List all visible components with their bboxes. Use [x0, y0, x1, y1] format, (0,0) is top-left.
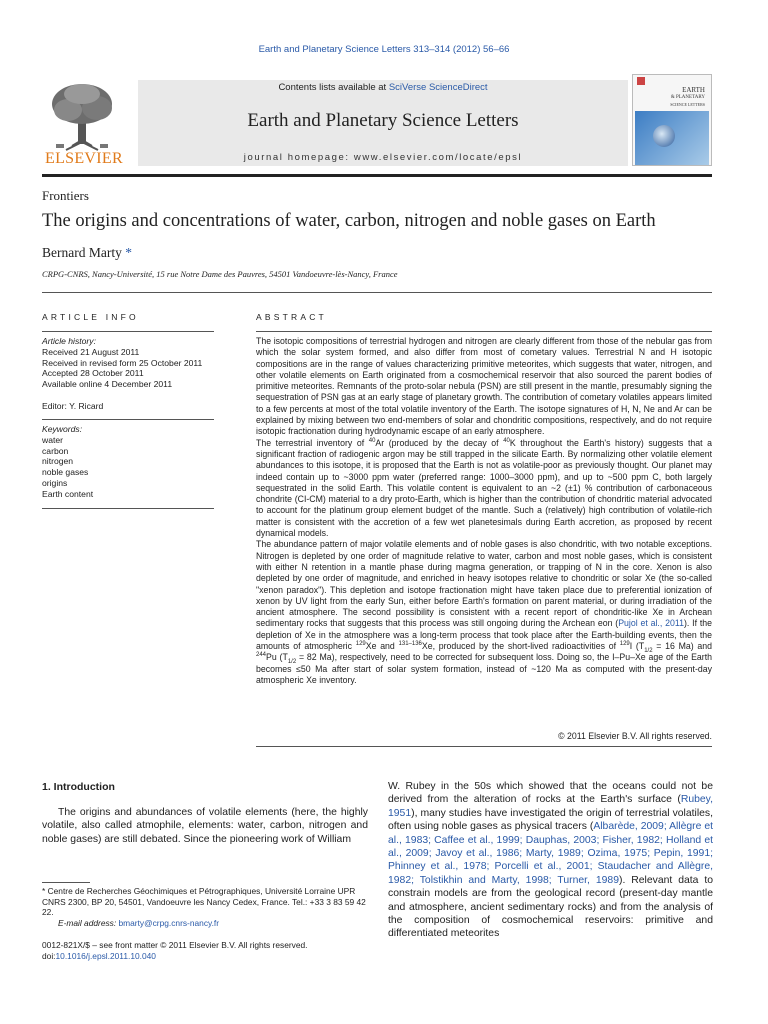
elsevier-wordmark: ELSEVIER [45, 150, 123, 167]
reference-link[interactable]: Pujol et al., 2011 [618, 618, 684, 629]
cover-title-line2: & PLANETARY [670, 95, 705, 100]
journal-citation[interactable]: Earth and Planetary Science Letters 313–314 (2012) 56–66 [258, 44, 510, 55]
editor: Editor: Y. Ricard [42, 401, 104, 411]
text-run: Xe, produced by the short-lived radioactivities of [421, 641, 620, 652]
abstract-body [256, 336, 712, 686]
author-line [42, 245, 132, 261]
superscript: 40 [503, 437, 510, 444]
text-run: K throughout the Earth's history) suggests that a significant fraction of radiogenic argon may be still trapped in the silicate Earth. By normalizing other volatile element abundances to this isotope, it is proposed that the Earth is not as volatile-poor as previously thought. Our planet may indeed contain up to ~3000 ppm water (preferred range: 1000–3000 ppm), and up to ~500 ppm C, both largely sequestrated in the solid Earth. This volatile content is equivalent to an ~2 (±1) % contribution of carbonaceous chondrite (CI-CM) material to a dry proto-Earth, which is higher than the contribution of chondritic material advocated to account for the platinum group element budget of the mantle. Such a (relatively) high contribution of volatile-rich matter is consistent with the accretion of a few wet planetesimals during Earth accretion, as proposed by recent dynamical models. [256, 437, 712, 539]
superscript: 40 [368, 437, 376, 444]
keyword: Earth content [42, 488, 94, 499]
cover-title-line3: SCIENCE LETTERS [670, 102, 705, 107]
superscript: 129 [619, 641, 630, 648]
globe-icon [653, 125, 675, 147]
author-name: Bernard Marty [42, 245, 122, 260]
sciencedirect-link[interactable]: SciVerse ScienceDirect [388, 82, 488, 93]
email-label: E-mail address: [58, 918, 119, 928]
history-revised: Received in revised form 25 October 2011 [42, 357, 203, 368]
cover-title-line1: EARTH [682, 86, 705, 94]
history-label: Article history: [42, 336, 96, 346]
keywords-label: Keywords: [42, 424, 83, 434]
issn-line: 0012-821X/$ – see front matter © 2011 Elsevier B.V. All rights reserved. [42, 940, 308, 950]
section-heading-introduction: 1. Introduction [42, 781, 115, 793]
abstract-copyright: © 2011 Elsevier B.V. All rights reserved. [558, 731, 712, 741]
text-run: = 16 Ma) and [652, 641, 713, 652]
superscript: 244 [256, 652, 267, 659]
subscript: 1/2 [287, 659, 297, 666]
contents-line [138, 82, 628, 93]
abstract-rule-top [256, 331, 712, 332]
text-run: The abundance pattern of major volatile elements and of noble gases is also chondritic, with two notable exceptions. Nitrogen is depleted by one order of magnitude relative to water, carbon and most noble gases, which is consistent with either N retention in a mantle phase during magma generation, or trapping of N in the core. Xenon is also depleted by one order of magnitude, and enriched in heavy isotopes relative to chondritic or solar Xe (the so-called "xenon paradox"). This depletion and isotope fractionation might have taken place due to preferential ionization of xenon by UV light from the early Sun, either before Earth's formation on parent material, or during irradiation of the ancient atmosphere. The second possibility is consistent with a recent report of chondritic-like Xe in Archean sedimentary rocks that suggests that this process was still ongoing during the Archean eon ( [256, 539, 712, 629]
text-run: W. Rubey in the 50s which showed that the oceans could not be derived from the alteration of rocks at the Earth's surface ( [388, 781, 713, 806]
affiliation: CRPG-CNRS, Nancy-Université, 15 rue Notre Dame des Pauvres, 54501 Vandoeuvre-lès-Nancy, France [42, 269, 398, 279]
history-online: Available online 4 December 2011 [42, 379, 173, 390]
doi-label: doi: [42, 951, 56, 961]
doi-link[interactable]: 10.1016/j.epsl.2011.10.040 [55, 951, 156, 961]
author-footnote: * Centre de Recherches Géochimiques et Pétrographiques, Université Lorraine UPR CNRS 2300, BP 20, 54501, Vandoeuvre les Nancy Cedex, France. Tel.: +33 3 83 59 42 22. [42, 886, 366, 918]
cover-title [670, 87, 705, 108]
history-accepted: Accepted 28 October 2011 [42, 368, 144, 379]
intro-paragraph [388, 780, 713, 941]
text-run: = 82 Ma), respectively, need to be corrected for subsequent loss. Doing so, the I–Pu–Xe age of the Earth becomes ≤50 Ma after start of solar system formation, instead of ~120 Ma as computed with the present-day atmospheric Xe inventory. [256, 652, 712, 685]
article-section: Frontiers [42, 188, 89, 203]
abstract-heading: ABSTRACT [256, 312, 327, 322]
reference-link[interactable]: Rubey, 1951 [388, 794, 713, 819]
abstract-paragraph [256, 539, 712, 686]
text-run: Xe and [365, 641, 399, 652]
abstract-rule-bottom [256, 746, 712, 747]
email-line [42, 918, 368, 928]
text-run: ), many studies have investigated the origin of terrestrial volatiles, often using noble gases as physical tracers ( [388, 807, 713, 833]
article-info-heading: ARTICLE INFO [42, 312, 139, 322]
keyword: nitrogen [42, 456, 74, 467]
reference-links[interactable]: Albarède, 2009; Allègre et al., 1983; Caffee et al., 1999; Dauphas, 2003; Fisher, 1982; Holland et al., 2009; Javoy et al., 1986; Marty, 1989; Ozima, 1975; Pepin, 1991; Phinney et al., 1978; Porcelli et al., 2001; Staudacher and Allègre, 1982; Tolstikhin and Marty, 1998; Turner, 1989 [388, 821, 714, 886]
contents-prefix: Contents lists available at [278, 82, 389, 93]
keyword: water [42, 434, 64, 445]
issn-doi [42, 940, 307, 962]
text-run: ). If the depletion of Xe in the atmosphere was a long-term process that took place after the Earth-building events, then the amounts of atmospheric [256, 618, 712, 652]
journal-title: Earth and Planetary Science Letters [247, 110, 519, 131]
keyword: origins [42, 477, 68, 488]
keywords-rule [42, 419, 214, 420]
keyword: carbon [42, 445, 69, 456]
paper-title: The origins and concentrations of water, carbon, nitrogen and noble gases on Earth [42, 211, 656, 231]
subscript: 1/2 [644, 647, 653, 654]
history-received: Received 21 August 2011 [42, 346, 140, 357]
intro-right-column [388, 780, 713, 941]
article-info-rule-bottom [42, 508, 214, 509]
keywords [42, 424, 217, 500]
title-rule [42, 292, 712, 293]
text-run: I (T [629, 641, 645, 652]
article-info-rule [42, 331, 214, 332]
text-run: Ar (produced by the decay of [375, 437, 504, 448]
text-run: Pu (T [266, 652, 288, 663]
header-rule [42, 174, 712, 177]
email-link[interactable]: bmarty@crpg.cnrs-nancy.fr [118, 918, 220, 928]
intro-left-column [42, 806, 368, 846]
intro-paragraph: The origins and abundances of volatile elements (here, the highly volatile, also called atmophile, elements: water, carbon, nitrogen and noble gases) are still debated. Since the pioneering work of William [42, 807, 368, 845]
superscript: 131–136 [398, 641, 422, 648]
text-run: ). Relevant data to constrain models are from the geological record (present-day mantle and atmosphere, ancient sedimentary rocks) and from the analysis of the composition of cosmochemical reservoirs: primitive and differentiated meteorites [388, 874, 713, 940]
superscript: 129 [355, 641, 366, 648]
abstract-paragraph [256, 438, 712, 540]
journal-homepage[interactable]: journal homepage: www.elsevier.com/locate/epsl [243, 152, 523, 163]
author-footnote-link[interactable]: * [125, 245, 132, 260]
doi-line [42, 951, 307, 962]
journal-cover-thumbnail[interactable] [632, 74, 712, 166]
keyword: noble gases [42, 467, 89, 478]
abstract-paragraph: The isotopic compositions of terrestrial hydrogen and nitrogen are clearly different from those of the nebular gas from which the solar system formed, and also differ from most of cometary values. Terrestrial N and H isotopic compositions are in the range of values characterizing primitive meteorites, which suggests that water, nitrogen, and other volatile elements on Earth originated from a cosmochemical reservoir that also sourced the parent bodies of primitive meteorites. Remnants of the proto-solar nebula (PSN) are still present in the mantle, presumably signing the sequestration of PSN gas at an early stage of planetary growth. The contribution of cometary volatiles appears limited to a few percents at most of the total volatile inventory of the Earth. The isotope signatures of H, N, Ne and Ar can be explained by mixing between two end-members of solar and chondritic compositions, respectively, and do not require isotopic fractionation during hydrodynamic escape of an early atmosphere. [256, 336, 712, 437]
article-history [42, 336, 217, 390]
cover-logo-icon [637, 77, 645, 85]
footnote-rule [42, 882, 90, 883]
text-run: The terrestrial inventory of [256, 437, 369, 448]
